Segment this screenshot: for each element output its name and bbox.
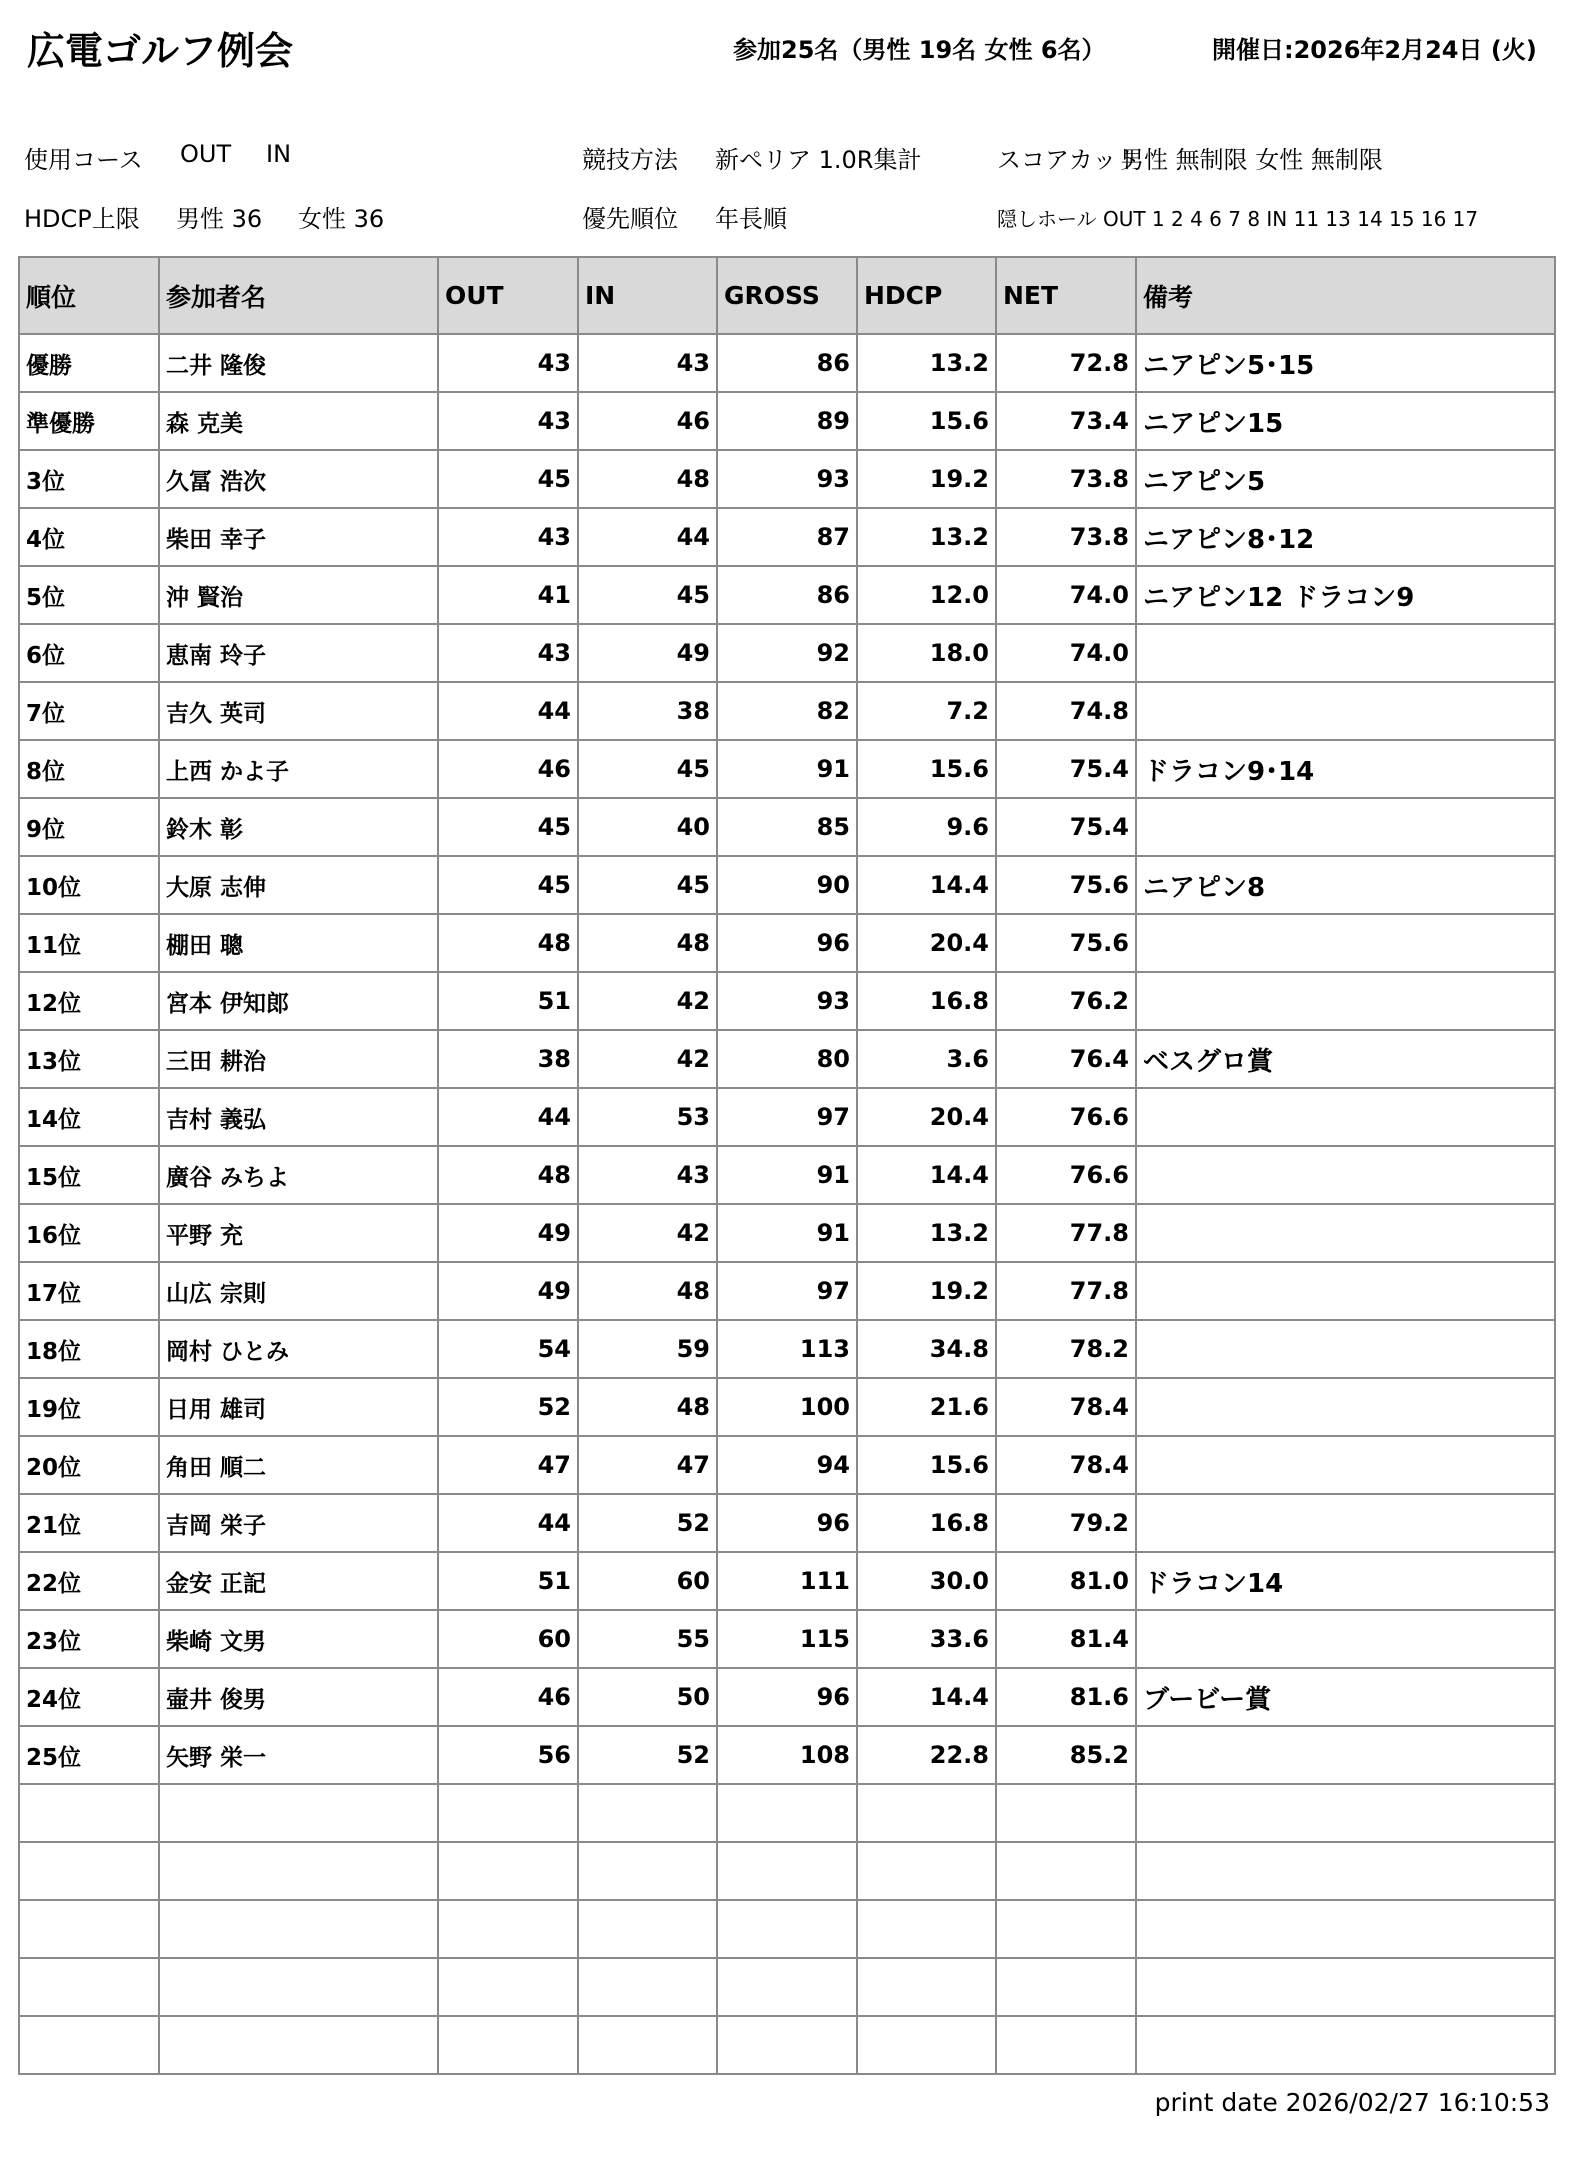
empty-cell	[1136, 1784, 1555, 1842]
empty-cell	[717, 1784, 857, 1842]
name-cell: 柴田 幸子	[159, 508, 438, 566]
name-cell: 恵南 玲子	[159, 624, 438, 682]
remarks-cell	[1136, 1726, 1555, 1784]
gross-cell: 115	[717, 1610, 857, 1668]
gross-cell: 96	[717, 1668, 857, 1726]
gross-cell: 90	[717, 856, 857, 914]
hdcp-cell: 15.6	[857, 392, 996, 450]
net-cell: 72.8	[996, 334, 1136, 392]
remarks-cell: ニアピン8	[1136, 856, 1555, 914]
hdcp-cell: 16.8	[857, 1494, 996, 1552]
remarks-cell	[1136, 1378, 1555, 1436]
rank-cell: 3位	[19, 450, 159, 508]
net-cell: 76.2	[996, 972, 1136, 1030]
out-cell: 46	[438, 1668, 578, 1726]
empty-cell	[578, 2016, 717, 2074]
net-cell: 74.8	[996, 682, 1136, 740]
remarks-cell: ニアピン15	[1136, 392, 1555, 450]
net-cell: 78.4	[996, 1378, 1136, 1436]
rank-cell: 20位	[19, 1436, 159, 1494]
name-cell: 三田 耕治	[159, 1030, 438, 1088]
empty-cell	[857, 1842, 996, 1900]
table-row	[19, 1436, 1555, 1494]
empty-cell	[159, 2016, 438, 2074]
net-cell: 75.4	[996, 798, 1136, 856]
gross-cell: 113	[717, 1320, 857, 1378]
in-cell: 59	[578, 1320, 717, 1378]
name-cell: 棚田 聰	[159, 914, 438, 972]
column-header-remarks: 備考	[1136, 257, 1555, 334]
gross-cell: 91	[717, 740, 857, 798]
name-cell: 吉村 義弘	[159, 1088, 438, 1146]
gross-cell: 111	[717, 1552, 857, 1610]
column-header-name: 参加者名	[159, 257, 438, 334]
remarks-cell	[1136, 1494, 1555, 1552]
empty-cell	[1136, 2016, 1555, 2074]
empty-cell	[19, 1958, 159, 2016]
name-cell: 沖 賢治	[159, 566, 438, 624]
scorecut-value: 男性 無制限 女性 無制限	[1120, 146, 1383, 174]
rank-cell: 15位	[19, 1146, 159, 1204]
out-cell: 45	[438, 798, 578, 856]
empty-cell	[438, 1958, 578, 2016]
remarks-cell	[1136, 682, 1555, 740]
net-cell: 75.4	[996, 740, 1136, 798]
course-label: 使用コース	[24, 146, 143, 174]
net-cell: 81.4	[996, 1610, 1136, 1668]
method-label: 競技方法	[582, 146, 678, 174]
in-cell: 52	[578, 1726, 717, 1784]
table-row	[19, 566, 1555, 624]
hdcp-cell: 15.6	[857, 740, 996, 798]
net-cell: 78.4	[996, 1436, 1136, 1494]
empty-cell	[19, 2016, 159, 2074]
gross-cell: 108	[717, 1726, 857, 1784]
table-row	[19, 1146, 1555, 1204]
in-cell: 45	[578, 856, 717, 914]
rank-cell: 10位	[19, 856, 159, 914]
table-row	[19, 682, 1555, 740]
net-cell: 77.8	[996, 1204, 1136, 1262]
out-cell: 54	[438, 1320, 578, 1378]
table-row	[19, 1030, 1555, 1088]
in-cell: 60	[578, 1552, 717, 1610]
empty-cell	[438, 1784, 578, 1842]
empty-cell	[438, 1842, 578, 1900]
rank-cell: 18位	[19, 1320, 159, 1378]
empty-cell	[717, 1958, 857, 2016]
name-cell: 久冨 浩次	[159, 450, 438, 508]
name-cell: 二井 隆俊	[159, 334, 438, 392]
table-row	[19, 1552, 1555, 1610]
rank-cell: 22位	[19, 1552, 159, 1610]
out-cell: 49	[438, 1204, 578, 1262]
out-cell: 44	[438, 1088, 578, 1146]
table-row	[19, 1088, 1555, 1146]
hdcp-female: 女性 36	[298, 205, 385, 233]
hdcp-cell: 12.0	[857, 566, 996, 624]
empty-cell	[1136, 1958, 1555, 2016]
in-cell: 45	[578, 566, 717, 624]
empty-cell	[159, 1900, 438, 1958]
hdcp-cell: 14.4	[857, 1146, 996, 1204]
name-cell: 矢野 栄一	[159, 1726, 438, 1784]
hdcp-cell: 20.4	[857, 1088, 996, 1146]
empty-cell	[19, 1784, 159, 1842]
rank-cell: 6位	[19, 624, 159, 682]
table-row	[19, 1204, 1555, 1262]
gross-cell: 86	[717, 334, 857, 392]
priority-value: 年長順	[715, 205, 787, 233]
out-cell: 45	[438, 450, 578, 508]
remarks-cell: ドラコン14	[1136, 1552, 1555, 1610]
out-cell: 47	[438, 1436, 578, 1494]
remarks-cell	[1136, 624, 1555, 682]
in-cell: 48	[578, 450, 717, 508]
column-header-out: OUT	[438, 257, 578, 334]
hdcp-cell: 16.8	[857, 972, 996, 1030]
column-header-in: IN	[578, 257, 717, 334]
empty-cell	[1136, 1842, 1555, 1900]
net-cell: 76.6	[996, 1146, 1136, 1204]
remarks-cell: ニアピン5･15	[1136, 334, 1555, 392]
out-cell: 38	[438, 1030, 578, 1088]
out-cell: 43	[438, 624, 578, 682]
net-cell: 73.8	[996, 508, 1136, 566]
in-cell: 42	[578, 1030, 717, 1088]
remarks-cell	[1136, 1146, 1555, 1204]
empty-cell	[996, 2016, 1136, 2074]
net-cell: 77.8	[996, 1262, 1136, 1320]
in-cell: 40	[578, 798, 717, 856]
empty-cell	[578, 1958, 717, 2016]
scorecut-label: スコアカット	[997, 146, 1141, 174]
empty-cell	[1136, 1900, 1555, 1958]
net-cell: 75.6	[996, 914, 1136, 972]
table-row	[19, 1262, 1555, 1320]
page-title: 広電ゴルフ例会	[27, 29, 294, 73]
table-row	[19, 334, 1555, 392]
remarks-cell: ニアピン8･12	[1136, 508, 1555, 566]
name-cell: 平野 充	[159, 1204, 438, 1262]
empty-cell	[578, 1900, 717, 1958]
name-cell: 森 克美	[159, 392, 438, 450]
empty-cell	[717, 1900, 857, 1958]
out-cell: 48	[438, 1146, 578, 1204]
table-header-row	[19, 257, 1555, 334]
column-header-hdcp: HDCP	[857, 257, 996, 334]
gross-cell: 87	[717, 508, 857, 566]
hdcp-cell: 19.2	[857, 450, 996, 508]
empty-cell	[578, 1842, 717, 1900]
out-cell: 48	[438, 914, 578, 972]
empty-cell	[159, 1842, 438, 1900]
table-row	[19, 914, 1555, 972]
in-cell: 48	[578, 1262, 717, 1320]
priority-label: 優先順位	[582, 205, 678, 233]
empty-table-row	[19, 1900, 1555, 1958]
out-cell: 49	[438, 1262, 578, 1320]
hdcp-cell: 15.6	[857, 1436, 996, 1494]
gross-cell: 97	[717, 1088, 857, 1146]
remarks-cell	[1136, 1320, 1555, 1378]
gross-cell: 85	[717, 798, 857, 856]
course-in: IN	[266, 140, 292, 168]
table-row	[19, 1378, 1555, 1436]
gross-cell: 93	[717, 450, 857, 508]
empty-cell	[857, 1958, 996, 2016]
in-cell: 53	[578, 1088, 717, 1146]
in-cell: 47	[578, 1436, 717, 1494]
empty-cell	[857, 1900, 996, 1958]
gross-cell: 100	[717, 1378, 857, 1436]
table-row	[19, 624, 1555, 682]
net-cell: 75.6	[996, 856, 1136, 914]
in-cell: 50	[578, 1668, 717, 1726]
rank-cell: 4位	[19, 508, 159, 566]
empty-cell	[996, 1784, 1136, 1842]
hdcp-cell: 30.0	[857, 1552, 996, 1610]
net-cell: 79.2	[996, 1494, 1136, 1552]
net-cell: 78.2	[996, 1320, 1136, 1378]
name-cell: 宮本 伊知郎	[159, 972, 438, 1030]
name-cell: 金安 正記	[159, 1552, 438, 1610]
name-cell: 柴崎 文男	[159, 1610, 438, 1668]
net-cell: 76.4	[996, 1030, 1136, 1088]
empty-cell	[717, 2016, 857, 2074]
rank-cell: 優勝	[19, 334, 159, 392]
gross-cell: 82	[717, 682, 857, 740]
gross-cell: 86	[717, 566, 857, 624]
name-cell: 上西 かよ子	[159, 740, 438, 798]
name-cell: 日用 雄司	[159, 1378, 438, 1436]
in-cell: 49	[578, 624, 717, 682]
in-cell: 48	[578, 1378, 717, 1436]
hdcp-cell: 13.2	[857, 508, 996, 566]
empty-table-row	[19, 1842, 1555, 1900]
out-cell: 43	[438, 334, 578, 392]
rank-cell: 21位	[19, 1494, 159, 1552]
gross-cell: 94	[717, 1436, 857, 1494]
in-cell: 42	[578, 972, 717, 1030]
out-cell: 51	[438, 1552, 578, 1610]
course-out: OUT	[180, 140, 232, 168]
rank-cell: 16位	[19, 1204, 159, 1262]
hdcp-cell: 3.6	[857, 1030, 996, 1088]
out-cell: 44	[438, 1494, 578, 1552]
in-cell: 43	[578, 334, 717, 392]
hdcp-male: 男性 36	[176, 205, 263, 233]
empty-cell	[438, 1900, 578, 1958]
empty-cell	[19, 1842, 159, 1900]
in-cell: 46	[578, 392, 717, 450]
rank-cell: 5位	[19, 566, 159, 624]
empty-table-row	[19, 2016, 1555, 2074]
empty-cell	[438, 2016, 578, 2074]
gross-cell: 97	[717, 1262, 857, 1320]
empty-cell	[159, 1958, 438, 2016]
hdcp-cell: 22.8	[857, 1726, 996, 1784]
table-row	[19, 1610, 1555, 1668]
rank-cell: 19位	[19, 1378, 159, 1436]
hdcp-cell: 14.4	[857, 856, 996, 914]
table-row	[19, 1726, 1555, 1784]
in-cell: 48	[578, 914, 717, 972]
name-cell: 山広 宗則	[159, 1262, 438, 1320]
rank-cell: 23位	[19, 1610, 159, 1668]
gross-cell: 92	[717, 624, 857, 682]
column-header-rank: 順位	[19, 257, 159, 334]
name-cell: 大原 志伸	[159, 856, 438, 914]
remarks-cell: ニアピン12 ドラコン9	[1136, 566, 1555, 624]
table-row	[19, 740, 1555, 798]
out-cell: 43	[438, 392, 578, 450]
empty-cell	[996, 1958, 1136, 2016]
remarks-cell	[1136, 798, 1555, 856]
net-cell: 81.6	[996, 1668, 1136, 1726]
table-row	[19, 1494, 1555, 1552]
remarks-cell	[1136, 914, 1555, 972]
out-cell: 46	[438, 740, 578, 798]
hdcp-cell: 14.4	[857, 1668, 996, 1726]
participant-count: 参加25名（男性 19名 女性 6名）	[733, 36, 1106, 64]
out-cell: 56	[438, 1726, 578, 1784]
gross-cell: 93	[717, 972, 857, 1030]
print-date: print date 2026/02/27 16:10:53	[1154, 2088, 1550, 2117]
rank-cell: 12位	[19, 972, 159, 1030]
empty-cell	[857, 1784, 996, 1842]
empty-cell	[578, 1784, 717, 1842]
results-body	[19, 334, 1555, 2074]
out-cell: 60	[438, 1610, 578, 1668]
in-cell: 42	[578, 1204, 717, 1262]
out-cell: 44	[438, 682, 578, 740]
name-cell: 廣谷 みちよ	[159, 1146, 438, 1204]
name-cell: 吉岡 栄子	[159, 1494, 438, 1552]
remarks-cell	[1136, 972, 1555, 1030]
remarks-cell: ニアピン5	[1136, 450, 1555, 508]
event-date: 開催日:2026年2月24日 (火)	[1212, 36, 1537, 64]
name-cell: 岡村 ひとみ	[159, 1320, 438, 1378]
table-row	[19, 508, 1555, 566]
rank-cell: 17位	[19, 1262, 159, 1320]
rank-cell: 25位	[19, 1726, 159, 1784]
name-cell: 角田 順二	[159, 1436, 438, 1494]
hdcp-cell: 20.4	[857, 914, 996, 972]
remarks-cell: ブービー賞	[1136, 1668, 1555, 1726]
hdcp-cell: 13.2	[857, 334, 996, 392]
remarks-cell	[1136, 1436, 1555, 1494]
rank-cell: 11位	[19, 914, 159, 972]
gross-cell: 91	[717, 1204, 857, 1262]
table-row	[19, 798, 1555, 856]
name-cell: 吉久 英司	[159, 682, 438, 740]
method-value: 新ペリア 1.0R集計	[715, 146, 922, 174]
empty-cell	[996, 1900, 1136, 1958]
out-cell: 51	[438, 972, 578, 1030]
out-cell: 43	[438, 508, 578, 566]
empty-cell	[857, 2016, 996, 2074]
empty-table-row	[19, 1958, 1555, 2016]
remarks-cell	[1136, 1088, 1555, 1146]
table-row	[19, 1320, 1555, 1378]
remarks-cell	[1136, 1204, 1555, 1262]
table-row	[19, 450, 1555, 508]
in-cell: 44	[578, 508, 717, 566]
rank-cell: 7位	[19, 682, 159, 740]
in-cell: 45	[578, 740, 717, 798]
net-cell: 76.6	[996, 1088, 1136, 1146]
table-row	[19, 392, 1555, 450]
remarks-cell	[1136, 1610, 1555, 1668]
gross-cell: 80	[717, 1030, 857, 1088]
empty-cell	[19, 1900, 159, 1958]
empty-cell	[996, 1842, 1136, 1900]
out-cell: 41	[438, 566, 578, 624]
hdcp-cell: 18.0	[857, 624, 996, 682]
rank-cell: 14位	[19, 1088, 159, 1146]
hidden-holes: 隠しホール OUT 1 2 4 6 7 8 IN 11 13 14 15 16 17	[997, 207, 1479, 231]
net-cell: 74.0	[996, 566, 1136, 624]
empty-cell	[159, 1784, 438, 1842]
name-cell: 鈴木 彰	[159, 798, 438, 856]
results-table	[18, 256, 1556, 2075]
hdcp-cell: 7.2	[857, 682, 996, 740]
remarks-cell: ドラコン9･14	[1136, 740, 1555, 798]
column-header-gross: GROSS	[717, 257, 857, 334]
rank-cell: 24位	[19, 1668, 159, 1726]
hdcp-cell: 9.6	[857, 798, 996, 856]
in-cell: 38	[578, 682, 717, 740]
hdcp-cell: 33.6	[857, 1610, 996, 1668]
rank-cell: 準優勝	[19, 392, 159, 450]
net-cell: 74.0	[996, 624, 1136, 682]
gross-cell: 89	[717, 392, 857, 450]
net-cell: 85.2	[996, 1726, 1136, 1784]
rank-cell: 8位	[19, 740, 159, 798]
rank-cell: 9位	[19, 798, 159, 856]
net-cell: 73.4	[996, 392, 1136, 450]
rank-cell: 13位	[19, 1030, 159, 1088]
in-cell: 52	[578, 1494, 717, 1552]
hdcp-cell: 34.8	[857, 1320, 996, 1378]
table-row	[19, 856, 1555, 914]
empty-cell	[717, 1842, 857, 1900]
out-cell: 45	[438, 856, 578, 914]
name-cell: 壷井 俊男	[159, 1668, 438, 1726]
hdcp-cell: 19.2	[857, 1262, 996, 1320]
in-cell: 55	[578, 1610, 717, 1668]
remarks-cell: ベスグロ賞	[1136, 1030, 1555, 1088]
remarks-cell	[1136, 1262, 1555, 1320]
gross-cell: 91	[717, 1146, 857, 1204]
net-cell: 81.0	[996, 1552, 1136, 1610]
out-cell: 52	[438, 1378, 578, 1436]
hdcp-cell: 21.6	[857, 1378, 996, 1436]
column-header-net: NET	[996, 257, 1136, 334]
table-row	[19, 972, 1555, 1030]
hdcp-cell: 13.2	[857, 1204, 996, 1262]
net-cell: 73.8	[996, 450, 1136, 508]
hdcp-label: HDCP上限	[24, 205, 140, 233]
empty-table-row	[19, 1784, 1555, 1842]
table-row	[19, 1668, 1555, 1726]
gross-cell: 96	[717, 914, 857, 972]
gross-cell: 96	[717, 1494, 857, 1552]
in-cell: 43	[578, 1146, 717, 1204]
